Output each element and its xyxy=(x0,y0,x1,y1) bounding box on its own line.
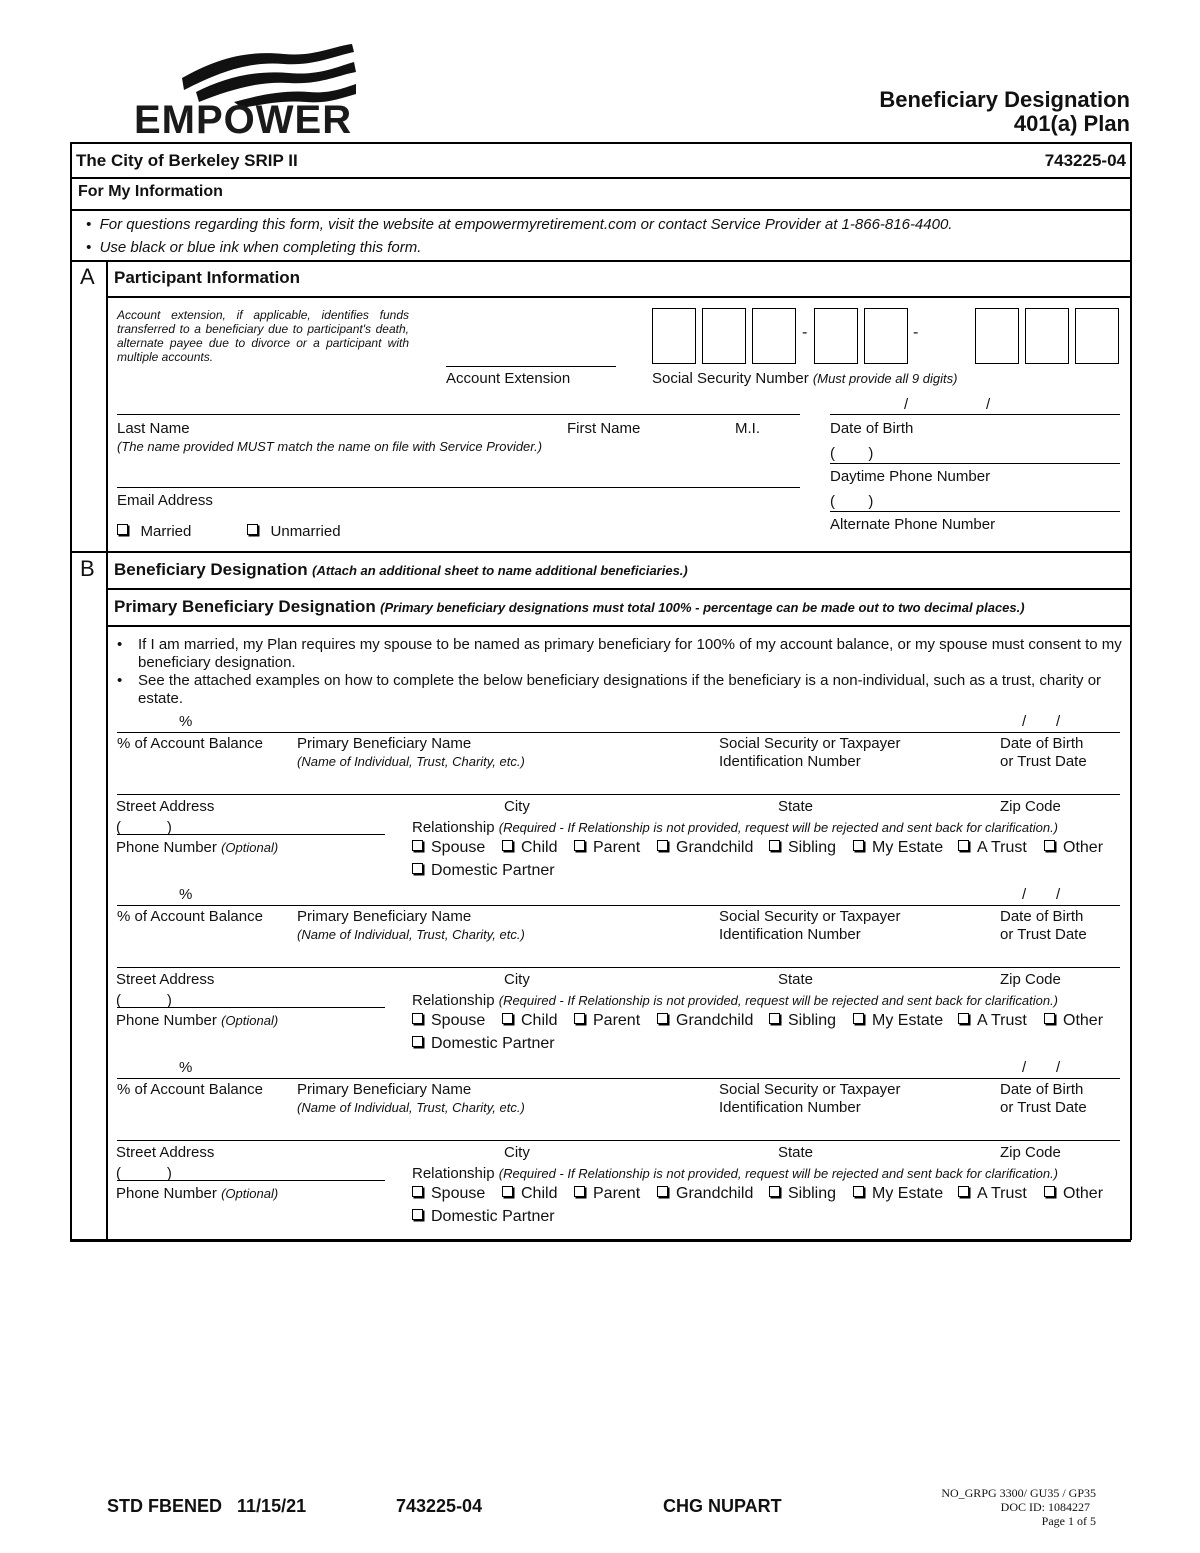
percent-label: % of Account Balance xyxy=(117,1081,263,1098)
zip-label: Zip Code xyxy=(1000,798,1061,815)
street-label: Street Address xyxy=(116,1144,215,1161)
primary-heading: Primary Beneficiary Designation (Primary beneficiary designations must total 100% - percentage can be made out to two decimal places.) xyxy=(114,597,1025,616)
checkbox-icon xyxy=(657,1186,668,1197)
checkbox-icon xyxy=(574,840,585,851)
checkbox-icon xyxy=(853,1013,864,1024)
beneficiary-name-note: (Name of Individual, Trust, Charity, etc.) xyxy=(297,754,525,769)
email-label: Email Address xyxy=(117,492,213,509)
checkbox-icon xyxy=(769,840,780,851)
beneficiary-phone-field[interactable] xyxy=(117,834,385,835)
beneficiary-name-note: (Name of Individual, Trust, Charity, etc.) xyxy=(297,1100,525,1115)
checkbox-icon xyxy=(412,1209,423,1220)
city-label: City xyxy=(504,1144,530,1161)
name-note: (The name provided MUST match the name on file with Service Provider.) xyxy=(117,439,543,454)
last-name-label: Last Name xyxy=(117,420,190,437)
checkbox-icon xyxy=(502,1013,513,1024)
beneficiary-phone-label: Phone Number (Optional) xyxy=(116,1012,279,1029)
checkbox-icon xyxy=(412,863,423,874)
married-checkbox[interactable]: Married xyxy=(117,523,191,540)
dob-trust-label: Date of Birth or Trust Date xyxy=(1000,735,1087,770)
checkbox-icon xyxy=(247,524,258,535)
street-label: Street Address xyxy=(116,971,215,988)
checkbox-icon xyxy=(1044,840,1055,851)
checkbox-icon xyxy=(502,1186,513,1197)
checkbox-icon xyxy=(1044,1013,1055,1024)
checkbox-icon xyxy=(958,1013,969,1024)
domestic-partner-checkbox[interactable]: Domestic Partner xyxy=(412,1208,555,1226)
beneficiary-info-field[interactable] xyxy=(117,732,1120,733)
daytime-phone-label: Daytime Phone Number xyxy=(830,468,991,485)
info-heading: For My Information xyxy=(78,183,223,200)
beneficiary-name-label: Primary Beneficiary Name xyxy=(297,1081,472,1098)
mi-label: M.I. xyxy=(735,420,760,437)
checkbox-icon xyxy=(853,1186,864,1197)
street-label: Street Address xyxy=(116,798,215,815)
relationship-option-checkbox[interactable]: Child xyxy=(502,1185,557,1203)
relationship-option-checkbox[interactable]: A Trust xyxy=(958,1185,1027,1203)
plan-number: 743225-04 xyxy=(1044,151,1126,170)
ssn-tin-label: Social Security or Taxpayer Identification Number xyxy=(719,1081,901,1116)
logo-wordmark: EMPOWER xyxy=(134,98,353,142)
empower-logo xyxy=(134,40,364,140)
footer-plan-number: 743225-04 xyxy=(396,1496,483,1516)
relationship-option-checkbox[interactable]: Other xyxy=(1044,1185,1103,1203)
alternate-phone-label: Alternate Phone Number xyxy=(830,516,996,533)
domestic-partner-checkbox[interactable]: Domestic Partner xyxy=(412,1035,555,1053)
section-a-heading: Participant Information xyxy=(114,268,301,287)
ssn-input[interactable]: - - xyxy=(652,308,1122,368)
checkbox-icon xyxy=(958,840,969,851)
relationship-option-checkbox[interactable]: Parent xyxy=(574,839,640,857)
relationship-option-checkbox[interactable]: A Trust xyxy=(958,839,1027,857)
section-a-letter: A xyxy=(80,264,95,289)
checkbox-icon xyxy=(853,840,864,851)
beneficiary-phone-field[interactable] xyxy=(117,1007,385,1008)
daytime-phone-field[interactable] xyxy=(830,463,1120,464)
relationship-option-checkbox[interactable]: My Estate xyxy=(853,1185,943,1203)
relationship-option-checkbox[interactable]: My Estate xyxy=(853,839,943,857)
state-label: State xyxy=(778,798,814,815)
footer-form-id: STD FBENED 11/15/21 xyxy=(107,1496,307,1516)
section-b-bullet-2: • See the attached examples on how to complete the below beneficiary designations if the beneficiary is a non-individual, such as a trust, charity or estate. xyxy=(117,672,1102,707)
state-label: State xyxy=(778,971,814,988)
relationship-option-checkbox[interactable]: Parent xyxy=(574,1185,640,1203)
city-label: City xyxy=(504,798,530,815)
plan-name: The City of Berkeley SRIP II xyxy=(76,151,298,170)
percent-symbol: % xyxy=(179,886,193,903)
account-extension-field[interactable] xyxy=(446,366,616,367)
form-title-line1: Beneficiary Designation xyxy=(879,87,1130,112)
relationship-option-checkbox[interactable]: Spouse xyxy=(412,1012,485,1030)
beneficiary-phone-label: Phone Number (Optional) xyxy=(116,1185,279,1202)
beneficiary-info-field[interactable] xyxy=(117,1078,1120,1079)
state-label: State xyxy=(778,1144,814,1161)
checkbox-icon xyxy=(574,1186,585,1197)
dob-label: Date of Birth xyxy=(830,420,914,437)
relationship-option-checkbox[interactable]: Other xyxy=(1044,1012,1103,1030)
checkbox-icon xyxy=(958,1186,969,1197)
relationship-option-checkbox[interactable]: A Trust xyxy=(958,1012,1027,1030)
checkbox-icon xyxy=(657,840,668,851)
relationship-option-checkbox[interactable]: Child xyxy=(502,1012,557,1030)
address-field[interactable] xyxy=(117,794,1120,795)
percent-label: % of Account Balance xyxy=(117,908,263,925)
address-field[interactable] xyxy=(117,967,1120,968)
beneficiary-info-field[interactable] xyxy=(117,905,1120,906)
city-label: City xyxy=(504,971,530,988)
ssn-tin-label: Social Security or Taxpayer Identification Number xyxy=(719,908,901,943)
checkbox-icon xyxy=(117,524,128,535)
section-b-heading: Beneficiary Designation (Attach an additional sheet to name additional beneficiaries.) xyxy=(114,560,688,579)
account-extension-note: Account extension, if applicable, identifies funds transferred to a beneficiary due to participant's death, alternate payee due to divorce or a participant with multiple accounts. xyxy=(117,308,409,364)
form-title-line2: 401(a) Plan xyxy=(1013,111,1130,136)
checkbox-icon xyxy=(412,1013,423,1024)
percent-symbol: % xyxy=(179,1059,193,1076)
footer-meta: NO_GRPG 3300/ GU35 / GP35 DOC ID: 1084227 Page 1 of 5 xyxy=(941,1486,1096,1528)
checkbox-icon xyxy=(574,1013,585,1024)
checkbox-icon xyxy=(657,1013,668,1024)
relationship-option-checkbox[interactable]: Sibling xyxy=(769,1012,836,1030)
footer-code: CHG NUPART xyxy=(663,1496,782,1516)
relationship-option-checkbox[interactable]: Grandchild xyxy=(657,1012,753,1030)
alternate-phone-field[interactable] xyxy=(830,511,1120,512)
checkbox-icon xyxy=(769,1186,780,1197)
relationship-option-checkbox[interactable]: Sibling xyxy=(769,839,836,857)
address-field[interactable] xyxy=(117,1140,1120,1141)
checkbox-icon xyxy=(769,1013,780,1024)
participant-name-field[interactable] xyxy=(117,414,800,415)
ssn-tin-label: Social Security or Taxpayer Identification Number xyxy=(719,735,901,770)
beneficiary-name-note: (Name of Individual, Trust, Charity, etc.) xyxy=(297,927,525,942)
zip-label: Zip Code xyxy=(1000,971,1061,988)
section-b-letter: B xyxy=(80,556,95,581)
relationship-option-checkbox[interactable]: Grandchild xyxy=(657,1185,753,1203)
relationship-option-checkbox[interactable]: Sibling xyxy=(769,1185,836,1203)
relationship-label: Relationship (Required - If Relationship is not provided, request will be rejected and sent back for clarification.) xyxy=(412,1165,1059,1182)
percent-label: % of Account Balance xyxy=(117,735,263,752)
checkbox-icon xyxy=(1044,1186,1055,1197)
relationship-label: Relationship (Required - If Relationship is not provided, request will be rejected and sent back for clarification.) xyxy=(412,819,1059,836)
beneficiary-name-label: Primary Beneficiary Name xyxy=(297,735,472,752)
relationship-label: Relationship (Required - If Relationship is not provided, request will be rejected and sent back for clarification.) xyxy=(412,992,1059,1009)
info-bullet-1: • For questions regarding this form, visit the website at empowermyretirement.com or contact Service Provider at 1-866-816-4400. xyxy=(86,216,953,233)
relationship-option-checkbox[interactable]: Grandchild xyxy=(657,839,753,857)
checkbox-icon xyxy=(412,1186,423,1197)
beneficiary-name-label: Primary Beneficiary Name xyxy=(297,908,472,925)
percent-symbol: % xyxy=(179,713,193,730)
dob-trust-label: Date of Birth or Trust Date xyxy=(1000,1081,1087,1116)
relationship-option-checkbox[interactable]: Parent xyxy=(574,1012,640,1030)
beneficiary-phone-field[interactable] xyxy=(117,1180,385,1181)
unmarried-checkbox[interactable]: Unmarried xyxy=(247,523,341,540)
relationship-option-checkbox[interactable]: Other xyxy=(1044,839,1103,857)
zip-label: Zip Code xyxy=(1000,1144,1061,1161)
section-b-bullet-1: • If I am married, my Plan requires my spouse to be named as primary beneficiary for 100% of my account balance, or my spouse must consent to my beneficiary designation. xyxy=(117,636,1122,671)
checkbox-icon xyxy=(502,840,513,851)
email-field[interactable] xyxy=(117,487,800,488)
relationship-option-checkbox[interactable]: Spouse xyxy=(412,839,485,857)
domestic-partner-checkbox[interactable]: Domestic Partner xyxy=(412,862,555,880)
ssn-label: Social Security Number (Must provide all 9 digits) xyxy=(652,370,958,387)
first-name-label: First Name xyxy=(567,420,641,437)
checkbox-icon xyxy=(412,840,423,851)
form-title xyxy=(879,88,1130,136)
beneficiary-phone-label: Phone Number (Optional) xyxy=(116,839,279,856)
account-extension-label: Account Extension xyxy=(446,370,571,387)
relationship-option-checkbox[interactable]: My Estate xyxy=(853,1012,943,1030)
checkbox-icon xyxy=(412,1036,423,1047)
dob-field[interactable] xyxy=(830,414,1120,415)
relationship-option-checkbox[interactable]: Spouse xyxy=(412,1185,485,1203)
info-bullet-2: • Use black or blue ink when completing this form. xyxy=(86,239,422,256)
dob-trust-label: Date of Birth or Trust Date xyxy=(1000,908,1087,943)
relationship-option-checkbox[interactable]: Child xyxy=(502,839,557,857)
